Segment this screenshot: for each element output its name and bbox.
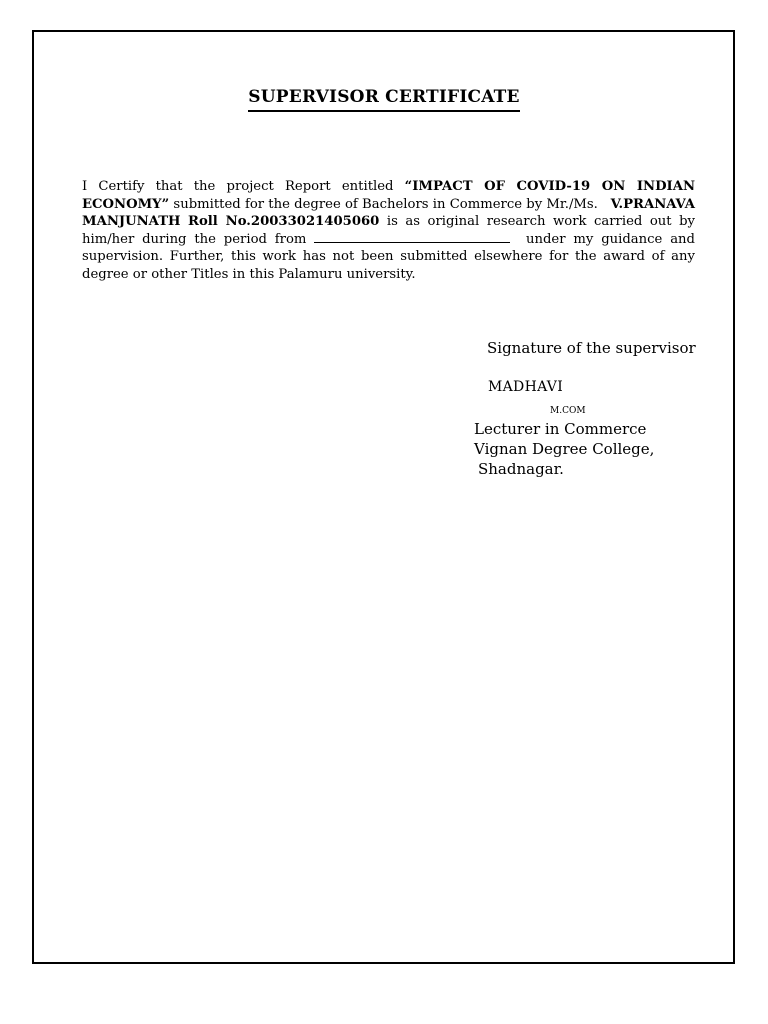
supervisor-college: Vignan Degree College, <box>474 440 655 458</box>
supervisor-name: MADHAVI <box>488 379 564 395</box>
body-closing: under my guidance and supervision. Further, this work has not been submitted elsewhere for the award of any degree or other Titles in this Palamuru university. <box>82 231 695 282</box>
certificate-title: SUPERVISOR CERTIFICATE <box>248 87 519 112</box>
body-period: is as original research work carried out by him/her during the period from <box>82 214 695 247</box>
certificate-body <box>82 178 695 284</box>
body-intro: I Certify that the project Report entitled <box>82 179 405 194</box>
project-title: “IMPACT OF COVID-19 ON INDIAN ECONOMY” <box>82 179 695 212</box>
supervisor-degree: M.COM <box>550 406 586 416</box>
period-blank <box>314 232 510 243</box>
page-border <box>32 30 735 964</box>
certificate-title-container <box>0 87 768 112</box>
supervisor-designation: Lecturer in Commerce <box>474 420 647 438</box>
roll-number: 20033021405060 <box>250 214 380 230</box>
signature-label: Signature of the supervisor <box>487 339 696 357</box>
student-name: V.PRANAVA MANJUNATH <box>82 196 695 230</box>
supervisor-place: Shadnagar. <box>478 460 564 478</box>
roll-label: Roll No. <box>187 214 251 230</box>
body-degree: submitted for the degree of Bachelors in Commerce by Mr./Ms. <box>169 196 603 212</box>
